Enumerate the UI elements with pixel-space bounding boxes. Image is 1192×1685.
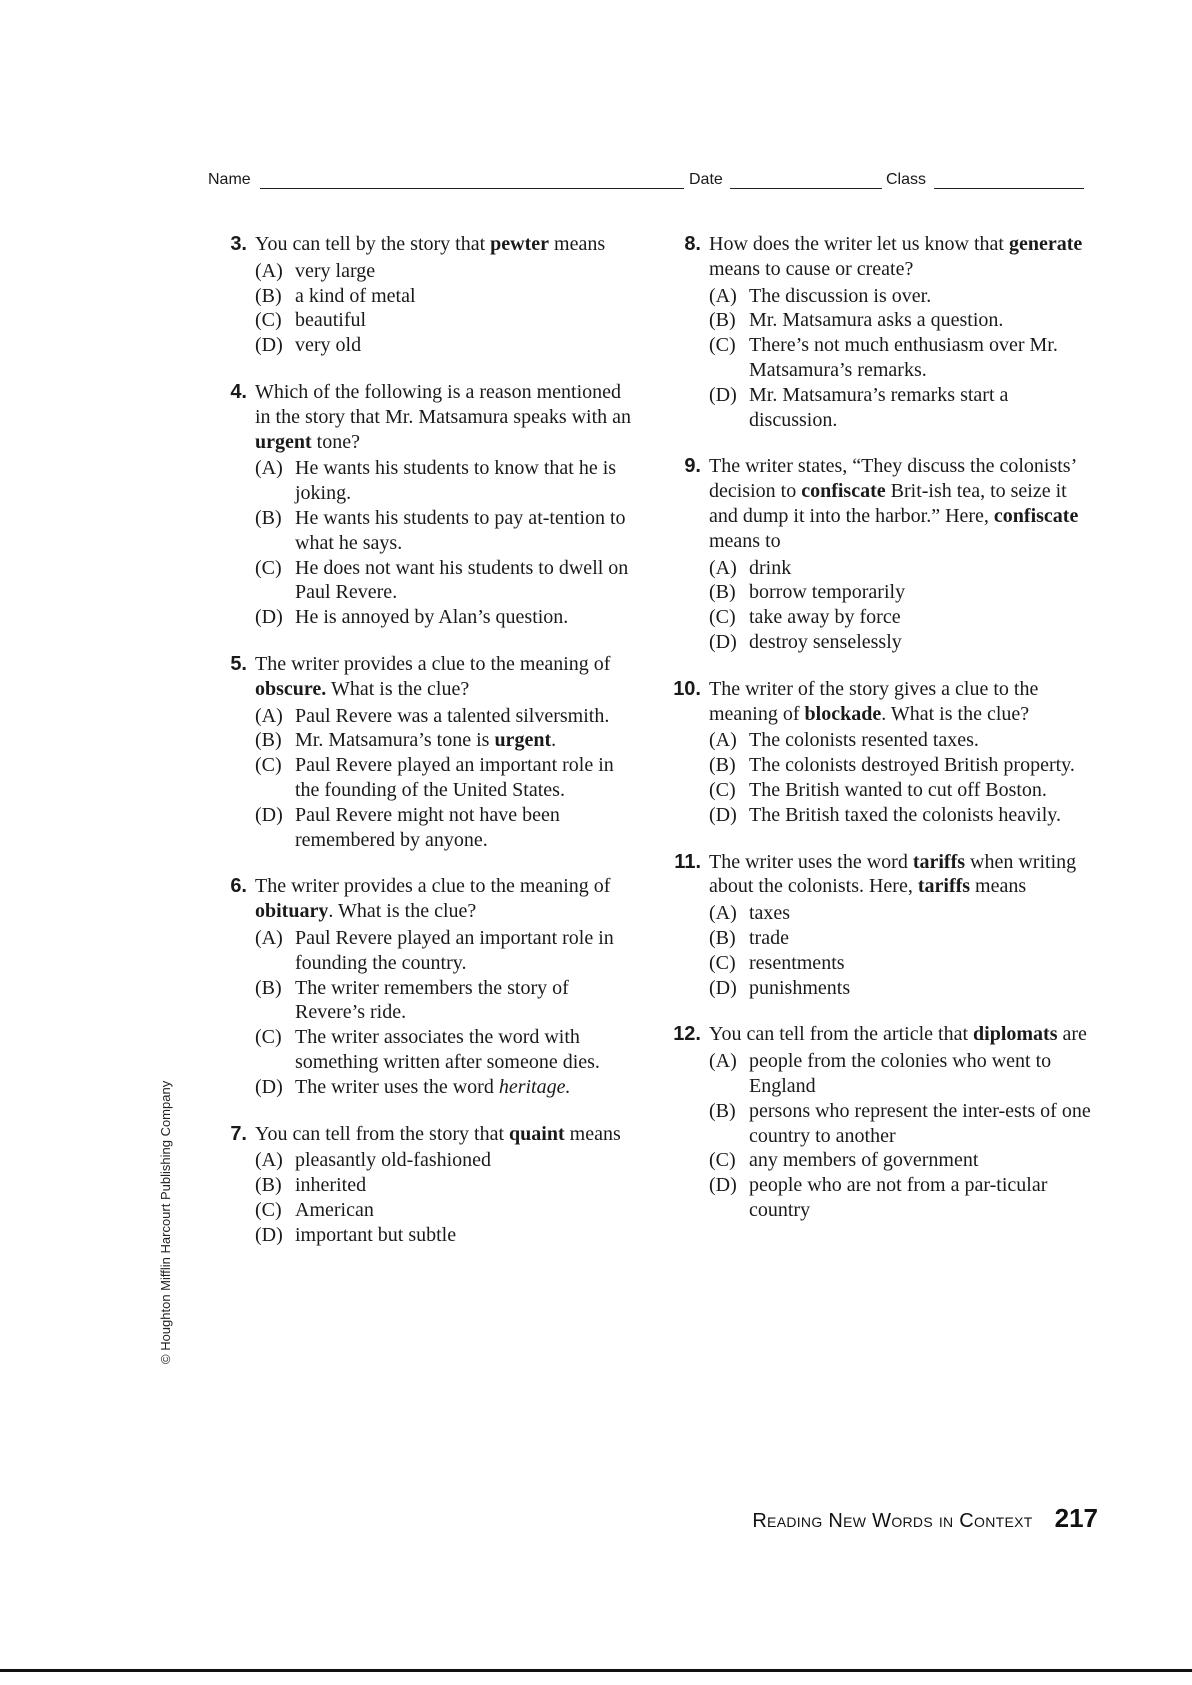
question-text-segment: The writer provides a clue to the meaning of: [255, 652, 611, 675]
choice-text: persons who represent the inter-ests of one country to another: [749, 1099, 1091, 1147]
choice-text: The British wanted to cut off Boston.: [749, 778, 1047, 801]
choice-letter: (C): [709, 951, 736, 974]
question-item: [675, 1022, 1095, 1222]
question-number: 10.: [673, 677, 701, 700]
question-text: [709, 850, 1095, 900]
choice-text: trade: [749, 926, 789, 949]
choice-text: inherited: [295, 1174, 367, 1197]
choice-letter: (C): [709, 1149, 736, 1172]
choice-letter: (B): [709, 1099, 736, 1122]
answer-choice: [255, 1075, 641, 1100]
date-label: Date: [689, 171, 723, 188]
italic-word: heritage.: [498, 1075, 571, 1098]
answer-choice: [255, 704, 641, 729]
footer-section-title: Reading New Words in Context: [752, 1510, 1033, 1532]
choice-letter: (D): [709, 630, 737, 653]
question-text-segment: The writer provides a clue to the meaning of: [255, 875, 611, 898]
question-text-segment: How does the writer let us know that: [709, 233, 1009, 255]
choice-text: borrow temporarily: [749, 581, 906, 604]
question-item: [221, 874, 641, 1099]
vocabulary-word: obscure.: [255, 677, 327, 700]
choice-letter: (A): [709, 556, 737, 579]
choice-letter: (A): [709, 1050, 737, 1073]
answer-choice: [255, 333, 641, 358]
choice-letter: (D): [255, 1223, 283, 1246]
answer-choice: [255, 506, 641, 556]
answer-choice: [709, 753, 1095, 778]
answer-choice: [709, 728, 1095, 753]
choice-text: important but subtle: [295, 1223, 457, 1246]
question-number: 6.: [230, 875, 247, 898]
choice-text: American: [295, 1198, 374, 1221]
choice-text: He is annoyed by Alan’s question.: [295, 606, 569, 629]
question-text-segment: The writer states, “They discuss the colonists’ decision to: [709, 455, 1076, 503]
answer-choice: [709, 630, 1095, 655]
answer-choice: [255, 1025, 641, 1075]
choice-letter: (A): [709, 284, 737, 307]
question-text-segment: The writer uses the word: [709, 850, 913, 873]
choice-text: The writer remembers the story of Revere’s ride.: [295, 976, 569, 1024]
class-blank: [934, 188, 1084, 189]
choice-text: Mr. Matsamura’s tone is: [295, 729, 495, 752]
question-item: [675, 677, 1095, 828]
choice-text: Paul Revere might not have been remembered by anyone.: [295, 803, 560, 851]
choice-letter: (B): [709, 309, 736, 332]
choice-text: The discussion is over.: [749, 284, 932, 307]
answer-choice: [709, 976, 1095, 1001]
answer-choice: [255, 926, 641, 976]
choice-text: taxes: [749, 902, 791, 925]
choice-letter: (D): [709, 1174, 737, 1197]
choice-letter: (D): [709, 383, 737, 406]
choice-text: any members of government: [749, 1149, 979, 1172]
answer-choice: [255, 976, 641, 1026]
question-number: 4.: [230, 380, 247, 403]
question-item: [675, 232, 1095, 432]
question-text-segment: when writing about the colonists. Here,: [709, 850, 1077, 898]
question-item: [221, 380, 641, 630]
choice-letter: (B): [709, 581, 736, 604]
question-item: [221, 232, 641, 358]
choice-letter: (C): [709, 778, 736, 801]
answer-choice: [709, 605, 1095, 630]
choice-letter: (A): [255, 457, 283, 480]
choice-text: people who are not from a par-ticular country: [749, 1174, 1048, 1221]
worksheet-header: [208, 171, 1084, 193]
choice-text: Paul Revere was a talented silversmith.: [295, 704, 610, 727]
answer-choice: [709, 580, 1095, 605]
choice-text: take away by force: [749, 606, 901, 629]
answer-choice: [709, 803, 1095, 828]
choice-letter: (A): [709, 902, 737, 925]
question-text: [709, 1022, 1095, 1047]
copyright-notice: © Houghton Mifflin Harcourt Publishing Company: [158, 1080, 173, 1364]
vocabulary-word: blockade: [804, 702, 882, 725]
question-text-segment: are: [1057, 1023, 1087, 1046]
question-text: [255, 1122, 641, 1147]
date-blank: [730, 188, 882, 189]
vocabulary-word: generate: [1008, 233, 1083, 255]
question-text-segment: You can tell from the story that: [255, 1122, 510, 1145]
choice-letter: (D): [709, 976, 737, 999]
answer-choice: [709, 901, 1095, 926]
choice-letter: (D): [255, 1075, 283, 1098]
answer-choice: [255, 803, 641, 853]
choice-text: He wants his students to know that he is joking.: [295, 457, 617, 505]
name-blank: [260, 188, 684, 189]
question-text-segment: means to: [709, 529, 781, 552]
question-number: 7.: [230, 1122, 247, 1145]
answer-choice: [709, 308, 1095, 333]
choice-text: The writer associates the word with something written after someone dies.: [295, 1026, 600, 1073]
answer-choices: [255, 1148, 641, 1247]
left-question-column: [221, 232, 641, 1269]
question-text-segment: means to cause or create?: [709, 257, 914, 280]
choice-text: The colonists destroyed British property.: [749, 754, 1075, 777]
answer-choice: [255, 556, 641, 606]
answer-choices: [255, 926, 641, 1100]
question-text-segment: You can tell by the story that: [255, 233, 491, 255]
answer-choice: [709, 778, 1095, 803]
choice-letter: (C): [709, 606, 736, 629]
answer-choice: [709, 333, 1095, 383]
vocabulary-word: confiscate: [801, 480, 886, 503]
vocabulary-word: urgent: [255, 430, 312, 453]
choice-text: pleasantly old-fashioned: [295, 1149, 492, 1172]
question-text-segment: Brit-ish tea, to seize it and dump it into the harbor.” Here,: [709, 480, 1067, 527]
question-number: 8.: [684, 233, 701, 255]
question-text-segment: . What is the clue?: [881, 702, 1030, 725]
question-number: 11.: [674, 850, 701, 873]
choice-text: punishments: [749, 976, 851, 999]
choice-text: a kind of metal: [295, 284, 416, 307]
vocabulary-word: diplomats: [973, 1023, 1058, 1046]
choice-letter: (C): [255, 556, 282, 579]
answer-choice: [255, 456, 641, 506]
answer-choices: [709, 1049, 1095, 1223]
question-text: [255, 380, 641, 454]
choice-text: people from the colonies who went to England: [749, 1050, 1052, 1097]
answer-choice: [255, 308, 641, 333]
answer-choice: [709, 1173, 1095, 1223]
choice-letter: (A): [255, 1149, 283, 1172]
answer-choice: [255, 753, 641, 803]
choice-text: The writer uses the word: [295, 1075, 499, 1098]
question-text-segment: means: [564, 1122, 621, 1145]
question-text-segment: tone?: [311, 430, 360, 453]
vocabulary-word: pewter: [490, 233, 550, 255]
answer-choice: [255, 1173, 641, 1198]
vocabulary-word: urgent: [494, 729, 552, 752]
answer-choice: [709, 1148, 1095, 1173]
choice-letter: (C): [255, 754, 282, 777]
question-text: [709, 677, 1095, 727]
right-question-column: [675, 232, 1095, 1245]
answer-choice: [255, 1223, 641, 1248]
choice-letter: (B): [255, 1174, 282, 1197]
choice-text: beautiful: [295, 309, 367, 332]
choice-letter: (C): [255, 1198, 282, 1221]
answer-choices: [255, 456, 641, 630]
question-text: [255, 232, 641, 257]
choice-letter: (C): [255, 1026, 282, 1049]
answer-choice: [709, 556, 1095, 581]
name-label: Name: [208, 171, 251, 188]
choice-letter: (B): [255, 976, 282, 999]
choice-text: He wants his students to pay at-tention to what he says.: [295, 506, 626, 554]
question-text: [255, 652, 641, 702]
vocabulary-word: quaint: [509, 1122, 565, 1145]
choice-text: destroy senselessly: [749, 630, 902, 653]
choice-text: drink: [749, 556, 792, 579]
question-number: 9.: [684, 455, 701, 478]
answer-choice: [255, 1198, 641, 1223]
answer-choice: [255, 284, 641, 309]
vocabulary-word: obituary: [255, 900, 329, 923]
vocabulary-word: tariffs: [912, 850, 966, 873]
answer-choice: [709, 1099, 1095, 1149]
answer-choice: [709, 383, 1095, 433]
answer-choices: [709, 556, 1095, 655]
answer-choice: [255, 605, 641, 630]
vocabulary-word: confiscate: [993, 504, 1079, 527]
vocabulary-word: tariffs: [917, 875, 971, 898]
question-number: 3.: [230, 233, 247, 255]
choice-letter: (C): [709, 334, 736, 357]
choice-letter: (D): [709, 803, 737, 826]
choice-text: very large: [295, 259, 376, 282]
choice-letter: (B): [709, 754, 736, 777]
choice-text: He does not want his students to dwell on Paul Revere.: [295, 556, 629, 604]
choice-letter: (B): [255, 729, 282, 752]
choice-text: Mr. Matsamura asks a question.: [749, 309, 1004, 332]
question-text-segment: means: [970, 875, 1027, 898]
answer-choice: [709, 1049, 1095, 1099]
answer-choices: [709, 901, 1095, 1000]
question-number: 12.: [673, 1023, 701, 1046]
choice-text: very old: [295, 334, 362, 357]
question-item: [221, 652, 641, 852]
choice-letter: (B): [255, 284, 282, 307]
answer-choices: [255, 704, 641, 853]
choice-text: The colonists resented taxes.: [749, 729, 979, 752]
choice-letter: (D): [255, 606, 283, 629]
choice-letter: (B): [709, 926, 736, 949]
answer-choice: [709, 284, 1095, 309]
page-footer: [752, 1503, 1098, 1534]
question-item: [675, 850, 1095, 1001]
question-text-segment: What is the clue?: [326, 677, 470, 700]
choice-text: resentments: [749, 951, 845, 974]
choice-text: Mr. Matsamura’s remarks start a discussion.: [749, 383, 1009, 431]
choice-letter: (A): [255, 704, 283, 727]
answer-choice: [709, 926, 1095, 951]
choice-letter: (A): [255, 926, 283, 949]
answer-choices: [255, 259, 641, 358]
choice-text: Paul Revere played an important role in founding the country.: [295, 926, 614, 974]
choice-text: The British taxed the colonists heavily.: [749, 803, 1061, 826]
answer-choice: [255, 728, 641, 753]
choice-letter: (A): [709, 729, 737, 752]
question-text: [255, 874, 641, 924]
question-text-segment: You can tell from the article that: [709, 1023, 974, 1046]
question-text: [709, 232, 1095, 282]
choice-text: Paul Revere played an important role in the founding of the United States.: [295, 754, 614, 801]
choice-letter: (D): [255, 803, 283, 826]
answer-choice: [255, 259, 641, 284]
class-label: Class: [886, 171, 927, 188]
choice-letter: (B): [255, 506, 282, 529]
choice-letter: (D): [255, 334, 283, 357]
choice-letter: (A): [255, 259, 283, 282]
answer-choice: [709, 951, 1095, 976]
question-text-segment: . What is the clue?: [328, 900, 477, 923]
choice-text-tail: .: [551, 729, 557, 752]
answer-choice: [255, 1148, 641, 1173]
page-number: 217: [1054, 1503, 1098, 1533]
question-item: [675, 454, 1095, 654]
answer-choices: [709, 284, 1095, 433]
question-text-segment: Which of the following is a reason mentioned in the story that Mr. Matsamura speaks with an: [255, 380, 632, 428]
question-text-segment: The writer of the story gives a clue to the meaning of: [709, 677, 1039, 725]
answer-choices: [709, 728, 1095, 827]
question-item: [221, 1122, 641, 1248]
choice-letter: (C): [255, 309, 282, 332]
choice-text: There’s not much enthusiasm over Mr. Matsamura’s remarks.: [749, 334, 1058, 381]
question-text: [709, 454, 1095, 553]
bottom-rule: [0, 1669, 1192, 1672]
question-number: 5.: [230, 652, 247, 675]
question-text-segment: means: [549, 233, 606, 255]
